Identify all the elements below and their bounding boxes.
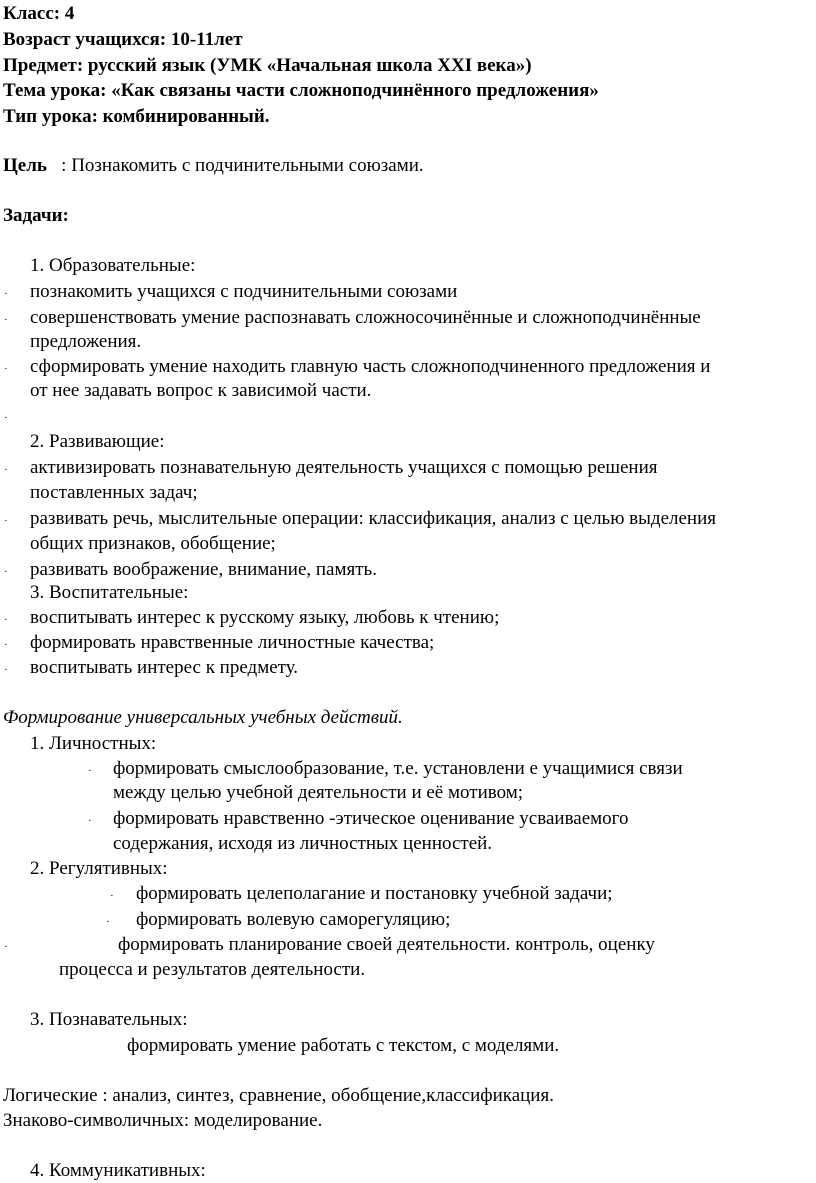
list-item-continuation: предложения. <box>30 331 142 352</box>
bullet-icon: · <box>88 815 92 827</box>
symbolic-line: Знаково-символичных: моделирование. <box>3 1110 323 1131</box>
bullet-icon: · <box>4 664 8 676</box>
cognitive-title: 3. Познавательных: <box>30 1009 188 1030</box>
bullet-icon: · <box>4 412 8 424</box>
developmental-title: 2. Развивающие: <box>30 431 165 452</box>
bullet-icon: · <box>4 639 8 651</box>
list-item-continuation: от нее задавать вопрос к зависимой части. <box>30 380 372 401</box>
lesson-type-line: Тип урока: комбинированный. <box>3 106 270 127</box>
grade-line: Класс: 4 <box>3 3 75 24</box>
bullet-icon: · <box>4 288 8 300</box>
list-item: формировать смыслообразование, т.е. установлени е учащимися связи <box>113 758 683 779</box>
list-item: формировать нравственно -этическое оценивание усваиваемого <box>113 808 629 829</box>
upbringing-title: 3. Воспитательные: <box>30 582 189 603</box>
goal-line <box>3 154 424 178</box>
bullet-icon: · <box>4 314 8 326</box>
tasks-label: Задачи: <box>3 205 69 226</box>
list-item: формировать волевую саморегуляцию; <box>136 909 451 930</box>
list-item: формировать целеполагание и постановку учебной задачи; <box>136 883 613 904</box>
list-item: воспитывать интерес к предмету. <box>30 657 299 678</box>
list-item: формировать нравственные личностные качества; <box>30 632 435 653</box>
age-line: Возраст учащихся: 10-11лет <box>3 29 243 50</box>
list-item: формировать умение работать с текстом, с моделями. <box>127 1035 560 1056</box>
regulatory-title: 2. Регулятивных: <box>30 858 168 879</box>
bullet-icon: · <box>88 765 92 777</box>
goal-label: Цель <box>3 155 47 176</box>
educational-title: 1. Образовательные: <box>30 255 196 276</box>
list-item-continuation: между целью учебной деятельности и её мотивом; <box>113 782 524 803</box>
bullet-icon: · <box>4 614 8 626</box>
list-item: сформировать умение находить главную часть сложноподчиненного предложения и <box>30 356 711 377</box>
bullet-icon: · <box>4 941 8 953</box>
list-item: формировать планирование своей деятельности. контроль, оценку <box>118 934 655 955</box>
bullet-icon: · <box>106 916 110 928</box>
list-item-continuation: поставленных задач; <box>30 482 198 503</box>
list-item: познакомить учащихся с подчинительными союзами <box>30 281 458 302</box>
list-item: воспитывать интерес к русскому языку, любовь к чтению; <box>30 607 500 628</box>
bullet-icon: · <box>4 515 8 527</box>
list-item-continuation: общих признаков, обобщение; <box>30 533 276 554</box>
subject-line: Предмет: русский язык (УМК «Начальная школа XXI века») <box>3 55 532 76</box>
list-item: развивать речь, мыслительные операции: классификация, анализ с целью выделения <box>30 508 716 529</box>
list-item: совершенствовать умение распознавать сложносочинённые и сложноподчинённые <box>30 307 701 328</box>
logical-line: Логические : анализ, синтез, сравнение, обобщение,классификация. <box>3 1085 554 1106</box>
bullet-icon: · <box>4 464 8 476</box>
personal-title: 1. Личностных: <box>30 733 157 754</box>
bullet-icon: · <box>110 890 114 902</box>
list-item: активизировать познавательную деятельность учащихся с помощью решения <box>30 457 658 478</box>
list-item-continuation: процесса и результатов деятельности. <box>59 959 366 980</box>
goal-text: : Познакомить с подчинительными союзами. <box>61 155 424 176</box>
bullet-icon: · <box>4 566 8 578</box>
uud-heading: Формирование универсальных учебных действий. <box>3 707 403 728</box>
list-item: развивать воображение, внимание, память. <box>30 559 377 580</box>
topic-line: Тема урока: «Как связаны части сложноподчинённого предложения» <box>3 80 599 101</box>
list-item-continuation: содержания, исходя из личностных ценностей. <box>113 833 493 854</box>
bullet-icon: · <box>4 363 8 375</box>
communicative-title: 4. Коммуникативных: <box>30 1160 206 1181</box>
